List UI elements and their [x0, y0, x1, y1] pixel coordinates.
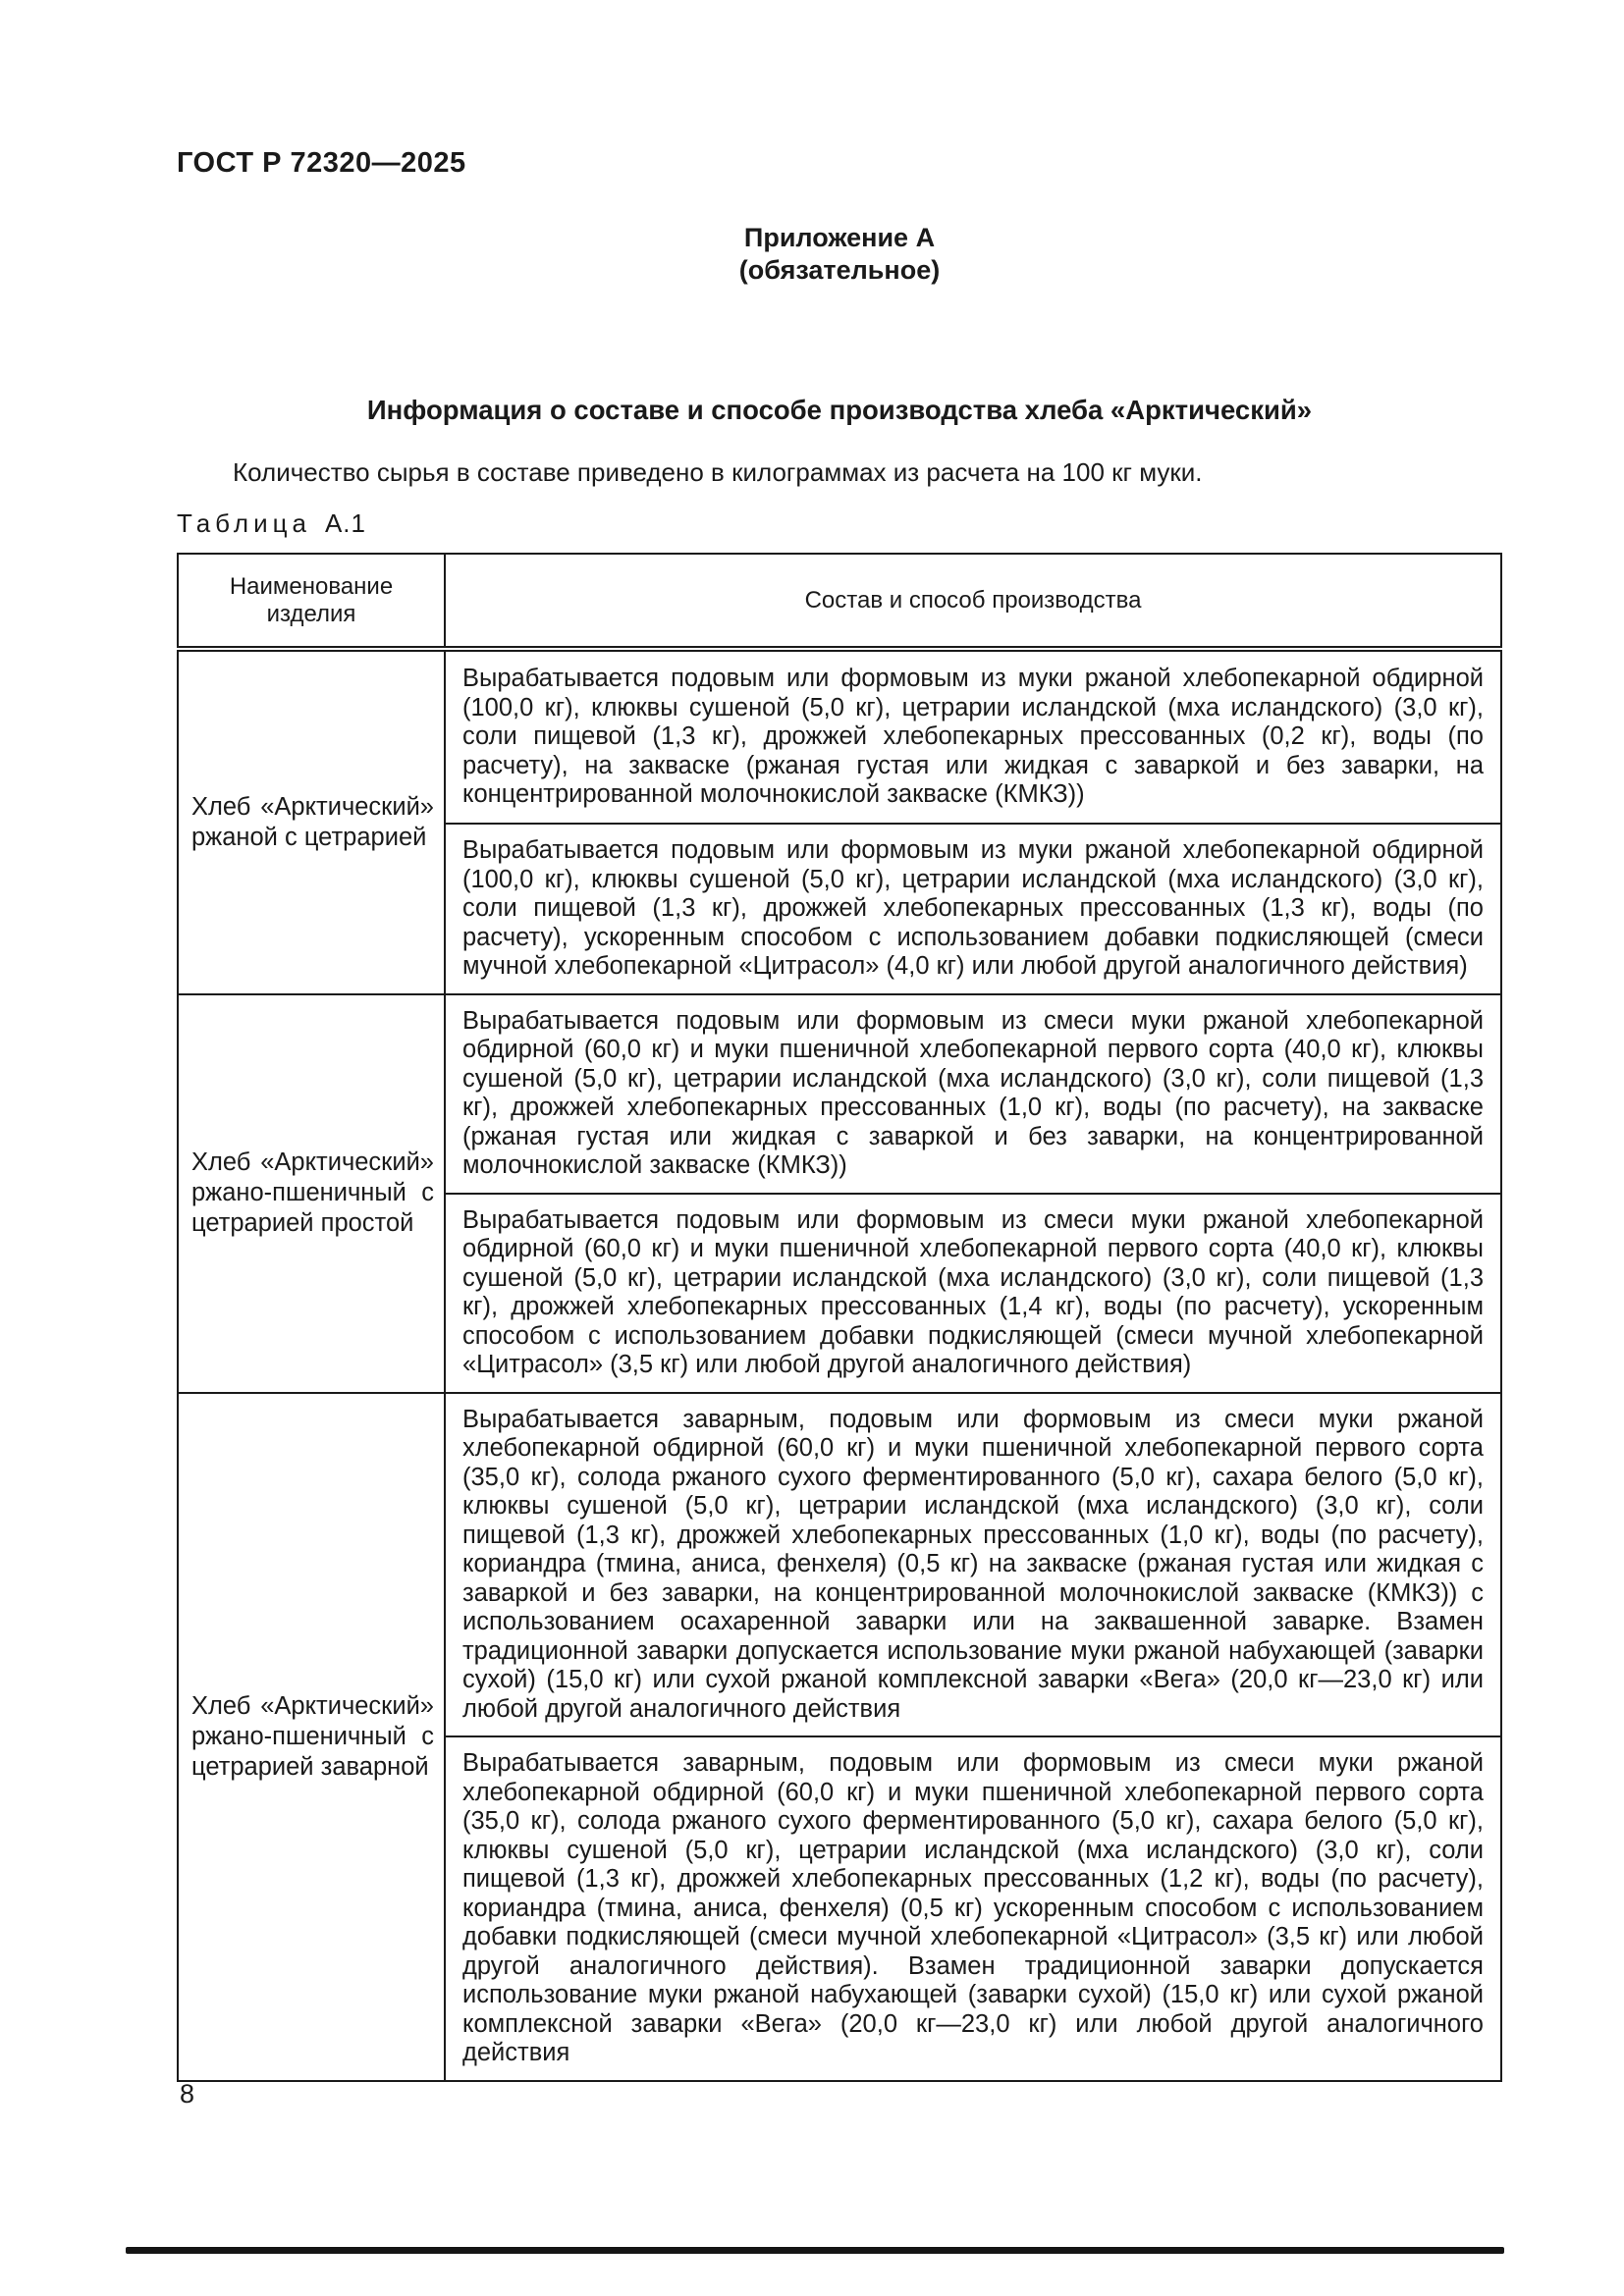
page-number: 8 — [180, 2079, 195, 2109]
table-caption — [177, 508, 366, 539]
method-cell-rye-accelerated: Вырабатывается подовым или формовым из муки ржаной хлебопекарной обдирной (100,0 кг), клюквы сушеной (5,0 кг), цетрарии исландской (мха исландского) (3,0 кг), соли пищевой (1,3 кг), дрожжей хлебопекарных прессованных (1,3 кг), воды (по расчету), ускоренным способом с использованием добавки подкисляющей (смеси мучной хлебопекарной «Цитрасол» (4,0 кг) или любой другой аналогичного действия) — [445, 824, 1501, 994]
table-row — [178, 1393, 1501, 1737]
product-name-rye-wheat-scalded: Хлеб «Арктический» ржано-пшеничный с цетрарией заварной — [178, 1393, 445, 2081]
product-name-rye-wheat-plain: Хлеб «Арктический» ржано-пшеничный с цетрарией простой — [178, 994, 445, 1393]
method-cell-rye-wheat-sourdough: Вырабатывается подовым или формовым из смеси муки ржаной хлебопекарной обдирной (60,0 кг) и муки пшеничной хлебопекарной первого сорта (40,0 кг), клюквы сушеной (5,0 кг), цетрарии исландской (мха исландского) (3,0 кг), соли пищевой (1,3 кг), дрожжей хлебопекарных прессованных (1,0 кг), воды (по расчету), на закваске (ржаная густая или жидкая с заваркой и без заварки, на концентрированной молочнокислой закваске (КМКЗ)) — [445, 994, 1501, 1194]
method-cell-scalded-accelerated: Вырабатывается заварным, подовым или формовым из смеси муки ржаной хлебопекарной обдирной (60,0 кг) и муки пшеничной хлебопекарной первого сорта (35,0 кг), солода ржаного сухого ферментированного (5,0 кг), сахара белого (5,0 кг), клюквы сушеной (5,0 кг), цетрарии исландской (мха исландского) (3,0 кг), соли пищевой (1,3 кг), дрожжей хлебопекарных прессованных (1,2 кг), воды (по расчету), кориандра (тмина, аниса, фенхеля) (0,5 кг) ускоренным способом с использованием добавки подкисляющей (смеси мучной хлебопекарной «Цитрасол» (3,5 кг) или любой другой аналогичного действия). Взамен традиционной заварки допускается использование муки ржаной набухающей (заварки сухой) (15,0 кг) или сухой ржаной комплексной заварки «Вега» (20,0 кг—23,0 кг) или любой другой аналогичного действия — [445, 1736, 1501, 2081]
section-title: Информация о составе и способе производства хлеба «Арктический» — [366, 395, 1313, 425]
appendix-type: (обязательное) — [738, 255, 941, 285]
appendix-heading: Приложение А — [743, 223, 936, 252]
table-caption-word: Таблица — [177, 508, 311, 538]
intro-paragraph: Количество сырья в составе приведено в килограммах из расчета на 100 кг муки. — [233, 457, 1203, 487]
table-row — [178, 649, 1501, 824]
product-name-rye: Хлеб «Арктический» ржаной с цетрарией — [178, 649, 445, 994]
appendix-heading-block — [177, 222, 1502, 287]
doc-code: ГОСТ Р 72320—2025 — [177, 147, 466, 179]
table-caption-number: А.1 — [324, 508, 366, 538]
table-row — [178, 994, 1501, 1194]
method-cell-rye-wheat-accelerated: Вырабатывается подовым или формовым из смеси муки ржаной хлебопекарной обдирной (60,0 кг) и муки пшеничной хлебопекарной первого сорта (40,0 кг), клюквы сушеной (5,0 кг), цетрарии исландской (мха исландского) (3,0 кг), соли пищевой (1,3 кг), дрожжей хлебопекарных прессованных (1,4 кг), воды (по расчету), ускоренным способом с использованием добавки подкисляющей (смеси мучной хлебопекарной «Цитрасол» (3,5 кг) или любой другой аналогичного действия) — [445, 1194, 1501, 1393]
table-header-row — [178, 554, 1501, 649]
col-header-product: Наименование изделия — [178, 554, 445, 649]
method-cell-rye-sourdough: Вырабатывается подовым или формовым из муки ржаной хлебопекарной обдирной (100,0 кг), клюквы сушеной (5,0 кг), цетрарии исландской (мха исландского) (3,0 кг), соли пищевой (1,3 кг), дрожжей хлебопекарных прессованных (0,2 кг), воды (по расчету), на закваске (ржаная густая или жидкая с заваркой и без заварки, на концентрированной молочнокислой закваске (КМКЗ)) — [445, 649, 1501, 824]
composition-table — [177, 553, 1502, 2082]
scan-artifact-line — [126, 2247, 1504, 2254]
method-cell-scalded-sourdough: Вырабатывается заварным, подовым или формовым из смеси муки ржаной хлебопекарной обдирной (60,0 кг) и муки пшеничной хлебопекарной первого сорта (35,0 кг), солода ржаного сухого ферментированного (5,0 кг), сахара белого (5,0 кг), клюквы сушеной (5,0 кг), цетрарии исландской (мха исландского) (3,0 кг), соли пищевой (1,3 кг), дрожжей хлебопекарных прессованных (1,0 кг), воды (по расчету), кориандра (тмина, аниса, фенхеля) (0,5 кг) на закваске (ржаная густая или жидкая с заваркой и без заварки, на концентрированной молочнокислой закваске (КМКЗ)) с использованием осахаренной заварки или на заквашенной заварке. Взамен традиционной заварки допускается использование муки ржаной набухающей (заварки сухой) (15,0 кг) или сухой ржаной комплексной заварки «Вега» (20,0 кг—23,0 кг) или любой другой аналогичного действия — [445, 1393, 1501, 1737]
col-header-method: Состав и способ производства — [445, 554, 1501, 649]
